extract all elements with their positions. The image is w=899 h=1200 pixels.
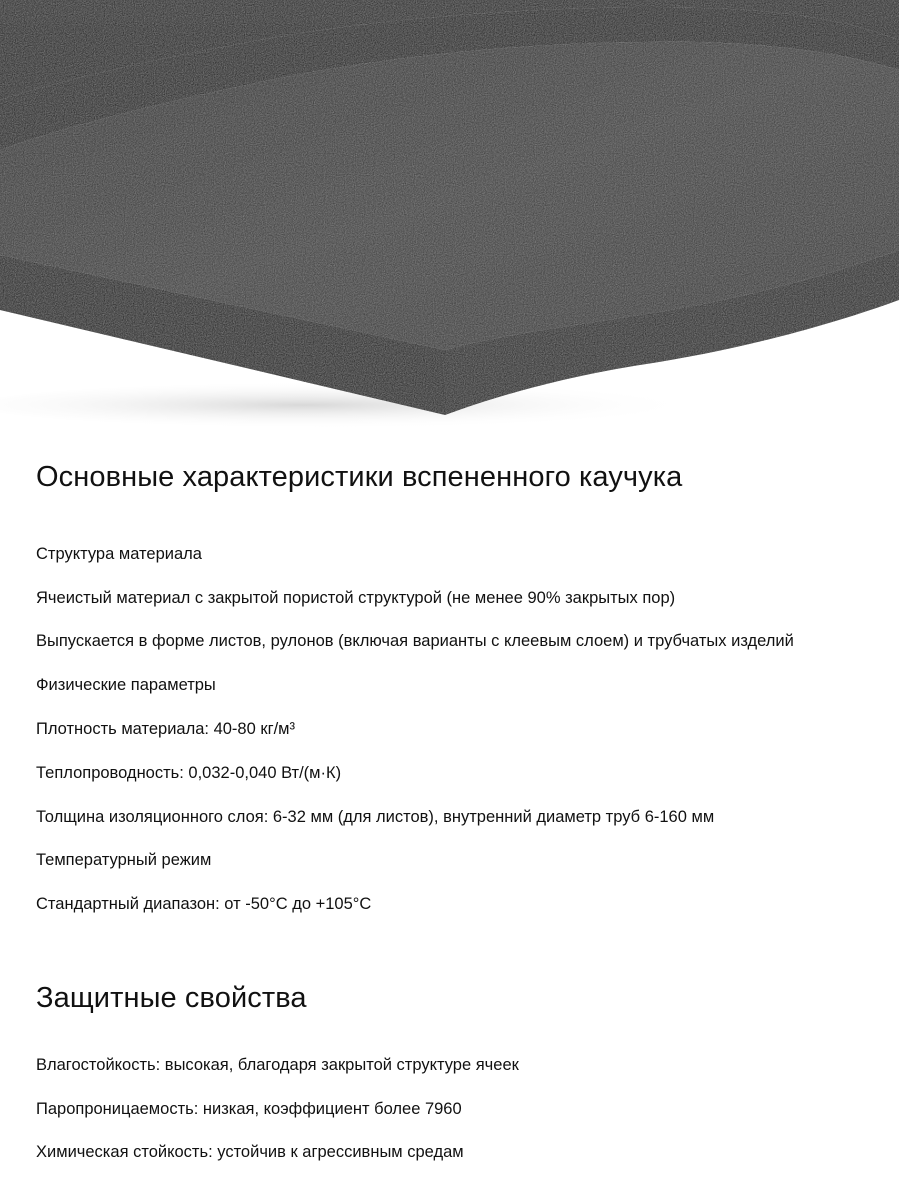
section-title-protective: Защитные свойства	[36, 981, 307, 1014]
foam-sheet-illustration	[0, 0, 899, 440]
text-line: Физические параметры	[36, 676, 216, 695]
text-line: Стандартный диапазон: от -50°C до +105°C	[36, 895, 372, 914]
text-line: Выпускается в форме листов, рулонов (включая варианты с клеевым слоем) и трубчатых изделий	[36, 632, 794, 651]
section-title-characteristics: Основные характеристики вспененного каучука	[36, 461, 683, 493]
text-line: Химическая стойкость: устойчив к агрессивным средам	[36, 1143, 464, 1162]
main-content	[36, 460, 886, 1163]
product-image	[0, 0, 899, 440]
text-line: Температурный режим	[36, 851, 212, 870]
text-line: Влагостойкость: высокая, благодаря закрытой структуре ячеек	[36, 1055, 519, 1074]
text-line: Ячеистый материал с закрытой пористой структурой (не менее 90% закрытых пор)	[36, 588, 676, 607]
text-line: Паропроницаемость: низкая, коэффициент более 7960	[36, 1099, 462, 1118]
text-line: Плотность материала: 40-80 кг/м³	[36, 719, 296, 738]
text-line: Теплопроводность: 0,032-0,040 Вт/(м·К)	[36, 763, 342, 782]
text-line: Структура материала	[36, 544, 202, 563]
text-line: Толщина изоляционного слоя: 6-32 мм (для листов), внутренний диаметр труб 6-160 мм	[36, 807, 715, 826]
